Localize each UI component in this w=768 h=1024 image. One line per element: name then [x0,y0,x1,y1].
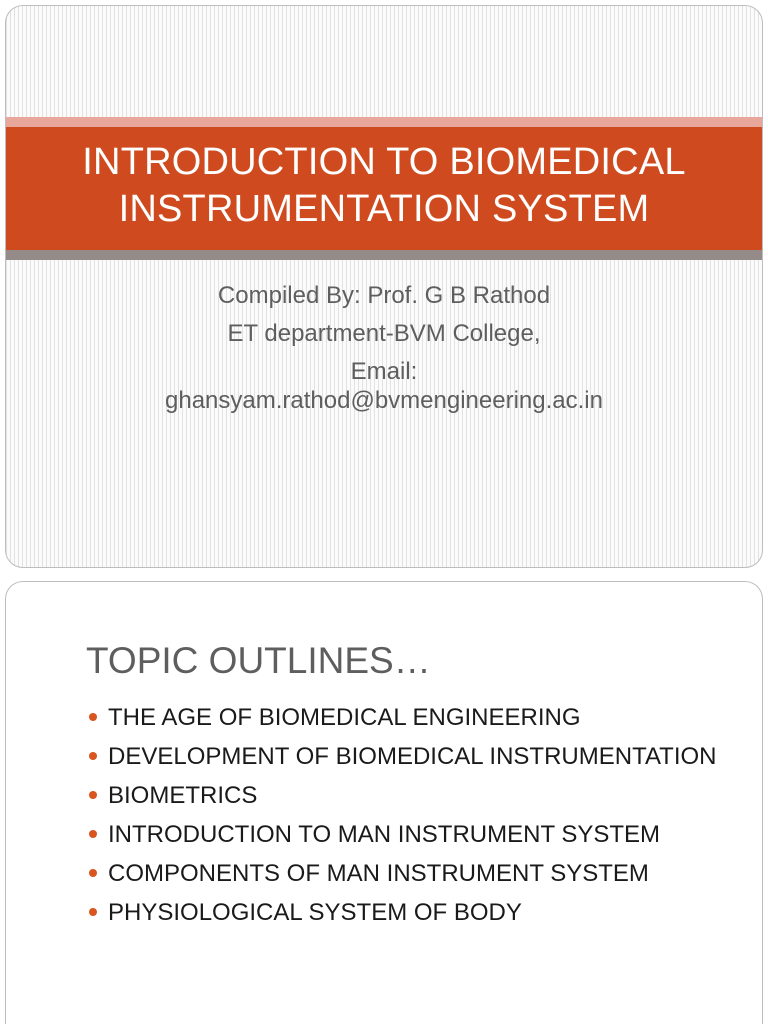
outline-title: TOPIC OUTLINES… [86,640,431,681]
bullet-item [86,740,726,773]
bullet-item [86,779,726,812]
email-label: Email: [350,358,418,385]
bullet-dot-icon [89,791,97,799]
bullet-text: COMPONENTS OF MAN INSTRUMENT SYSTEM [108,860,649,887]
outline-slide [5,581,763,1024]
bullet-text: THE AGE OF BIOMEDICAL ENGINEERING [108,704,581,731]
compiled-by-text: Compiled By: Prof. G B Rathod [217,282,551,309]
slide-subtitle [6,277,762,415]
outline-bullet-list [86,701,726,935]
slide-title-line-2: INSTRUMENTATION SYSTEM [118,188,650,230]
bullet-text: INTRODUCTION TO MAN INSTRUMENT SYSTEM [108,821,661,848]
title-band-top-stripe [6,117,762,127]
title-band-bottom-stripe [6,250,762,260]
bullet-text: PHYSIOLOGICAL SYSTEM OF BODY [108,899,522,926]
bullet-item [86,818,726,851]
email-address: ghansyam.rathod@bvmengineering.ac.in [165,387,603,414]
slide-title-line-1: INTRODUCTION TO BIOMEDICAL [82,141,686,183]
bullet-dot-icon [89,713,97,721]
bullet-item [86,857,726,890]
bullet-text: BIOMETRICS [108,782,258,809]
slide-title [6,139,762,233]
bullet-dot-icon [89,908,97,916]
bullet-text: DEVELOPMENT OF BIOMEDICAL INSTRUMENTATION [108,743,717,770]
bullet-item [86,896,726,929]
title-slide [5,5,763,568]
department-text: ET department-BVM College, [227,320,541,347]
bullet-dot-icon [89,830,97,838]
bullet-item [86,701,726,734]
bullet-dot-icon [89,752,97,760]
bullet-dot-icon [89,869,97,877]
